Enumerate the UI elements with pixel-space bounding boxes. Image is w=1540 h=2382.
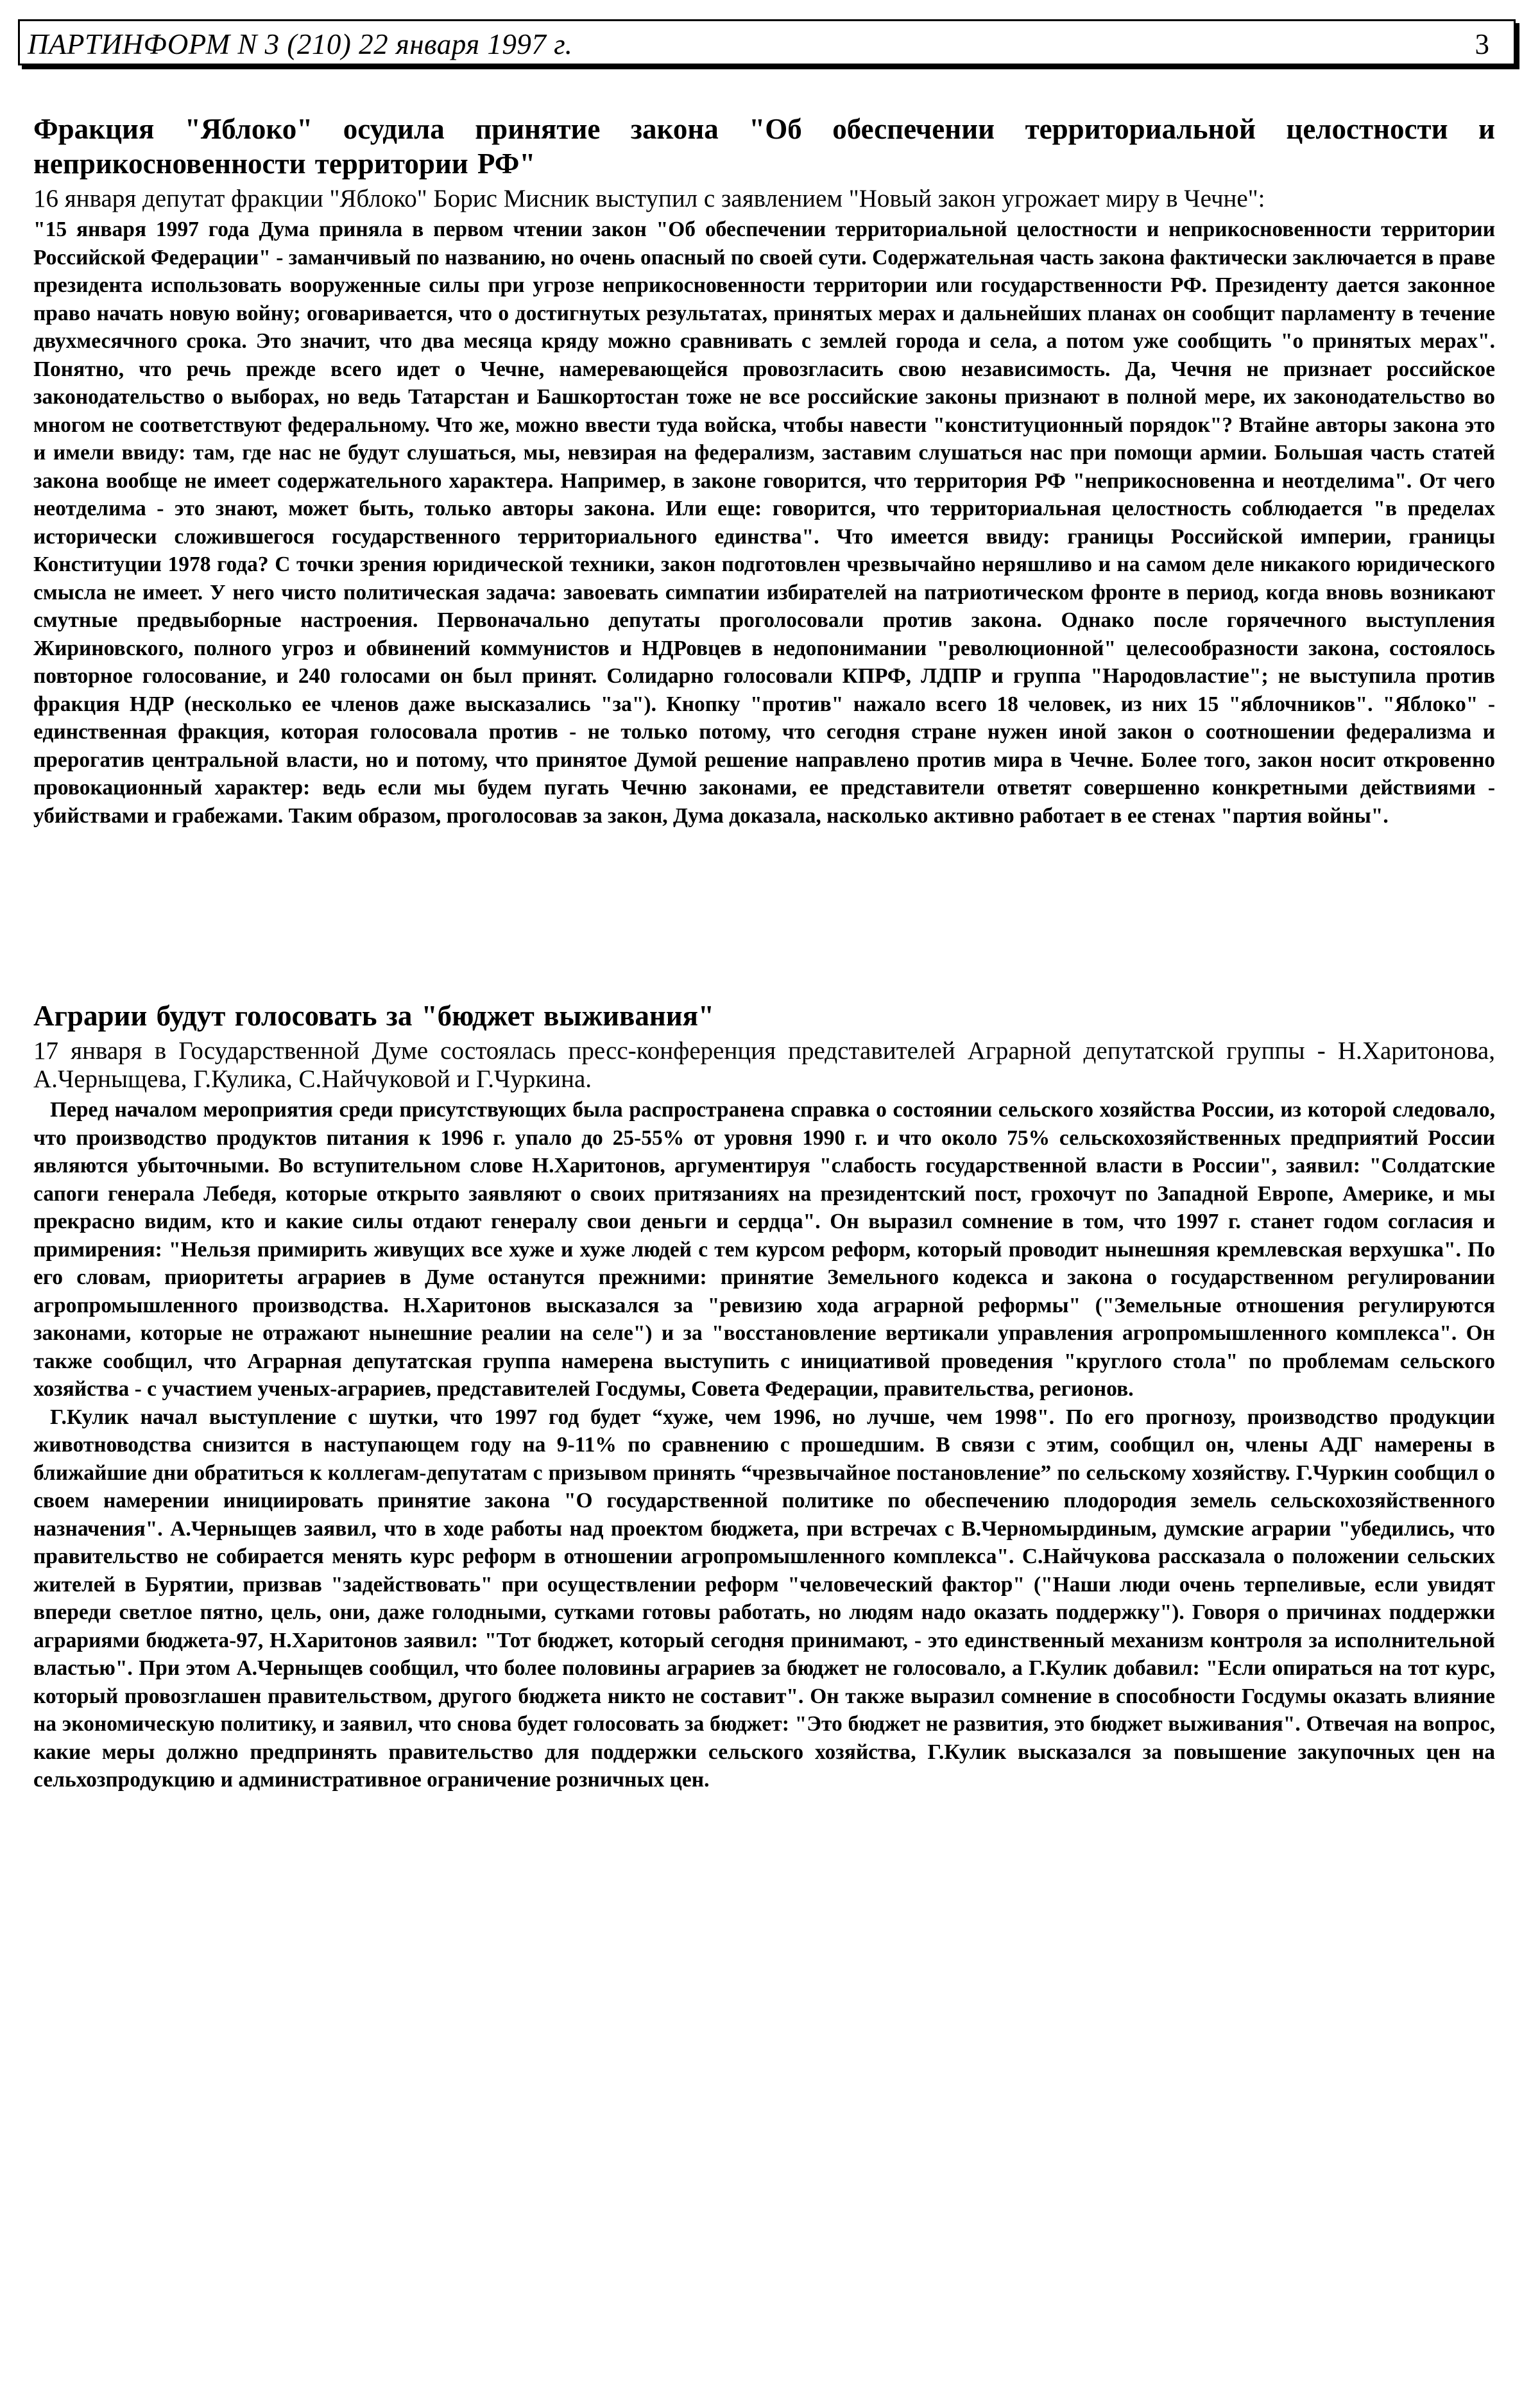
article-yabloko — [33, 112, 1495, 830]
newsletter-page — [18, 19, 1516, 65]
article-lead: 16 января депутат фракции "Яблоко" Борис Мисник выступил с заявлением "Новый закон угрожает миру в Чечне": — [33, 185, 1265, 212]
page-number: 3 — [1475, 28, 1489, 60]
article-body: "15 января 1997 года Дума приняла в первом чтении закон "Об обеспечении территориальной целостности и неприкосновенности территории Российской Федерации" - заманчивый по названию, но очень опасный по своей сути. Содержательная часть закона фактически заключается в праве президента использовать вооруженные силы при угрозе неприкосновенности территории или государственности РФ. Президенту дается законное право начать новую войну; оговаривается, что о достигнутых результатах, принятых мерах и дальнейших планах он сообщит парламенту в течение двухмесячного срока. Это значит, что два месяца кряду можно сравнивать с землей города и села, а потом уже сообщить "о принятых мерах". Понятно, что речь прежде всего идет о Чечне, намеревающейся провозгласить свою независимость. Да, Чечня не признает российское законодательство о выборах, но ведь Татарстан и Башкортостан тоже не все российские законы признают в полной мере, их законодательство во многом не соответствуют федеральному. Что же, можно ввести туда войска, чтобы навести "конституционный порядок"? Втайне авторы закона это и имели ввиду: там, где нас не будут слушаться, мы, невзирая на федерализм, заставим слушаться нас при помощи армии. Большая часть статей закона вообще не имеет содержательного характера. Например, в законе говорится, что территория РФ "неприкосновенна и неотделима". От чего неотделима - это знают, может быть, только авторы закона. Или еще: говорится, что территориальная целостность соблюдается "в пределах исторически сложившегося государственного территориального единства". Что имеется ввиду: границы Российской империи, границы Конституции 1978 года? С точки зрения юридической техники, закон подготовлен чрезвычайно неряшливо и на самом деле никакого юридического смысла не имеет. У него чисто политическая задача: завоевать симпатии избирателей на патриотическом фронте в период, когда вновь возникают смутные предвыборные настроения. Первоначально депутаты проголосовали против закона. Однако после горячечного выступления Жириновского, полного угроз и обвинений коммунистов и НДРовцев в недопонимании "революционной" целесообразности закона, состоялось повторное голосование, и 240 голосами он был принят. Солидарно голосовали КПРФ, ЛДПР и группа "Народовластие"; не выступила против фракция НДР (несколько ее членов даже высказались "за"). Кнопку "против" нажало всего 18 человек, из них 15 "яблочников". "Яблоко" - единственная фракция, которая голосовала против - не только потому, что сегодня стране нужен иной закон о соотношении федерализма и прерогатив центральной власти, но и потому, что принятое Думой решение направлено против мира в Чечне. Более того, закон носит откровенно провокационный характер: ведь если мы будем пугать Чечню законами, ее представители ответят совершенно конкретными действиями - убийствами и грабежами. Таким образом, проголосовав за закон, Дума доказала, насколько активно работает в ее стенах "партия войны". — [33, 218, 1495, 828]
publication-title: ПАРТИНФОРМ N 3 (210) 22 января 1997 г. — [28, 28, 573, 60]
article-paragraph: Перед началом мероприятия среди присутствующих была распространена справка о состоянии сельского хозяйства России, из которой следовало, что производство продуктов питания к 1996 г. упало до 25-55% от уровня 1990 г. и что около 75% сельскохозяйственных предприятий России являются убыточными. Во вступительном слове Н.Харитонов, аргументируя "слабость государственной власти в России", заявил: "Солдатские сапоги генерала Лебедя, которые открыто заявляют о своих притязаниях на президентский пост, грохочут по Западной Европе, Америке, и мы прекрасно видим, кто и какие силы отдают генералу свои деньги и сердца". Он выразил сомнение в том, что 1997 г. станет годом согласия и примирения: "Нельзя примирить живущих все хуже и хуже людей с тем курсом реформ, который проводит нынешняя кремлевская верхушка". По его словам, приоритеты аграриев в Думе останутся прежними: принятие Земельного кодекса и закона о государственном регулировании агропромышленного производства. Н.Харитонов высказался за "ревизию хода аграрной реформы" ("Земельные отношения регулируются законами, которые не отражают нынешние реалии на селе") и за "восстановление вертикали управления агропромышленного комплекса". Он также сообщил, что Аграрная депутатская группа намерена выступить с инициативой проведения "круглого стола" по проблемам сельского хозяйства - с участием ученых-аграриев, представителей Госдумы, Совета Федерации, правительства, регионов. — [33, 1098, 1495, 1401]
article-headline: Фракция "Яблоко" осудила принятие закона "Об обеспечении территориальной целостности и неприкосновенности территории РФ" — [33, 113, 1495, 180]
page-header — [18, 19, 1516, 65]
article-agrarians — [33, 998, 1495, 1794]
article-headline: Аграрии будут голосовать за "бюджет выживания" — [33, 1000, 715, 1032]
article-paragraph: Г.Кулик начал выступление с шутки, что 1997 год будет “хуже, чем 1996, но лучше, чем 1998". По его прогнозу, производство продукции животноводства снизится в наступающем году на 9-11% по сравнению с прошедшим. В связи с этим, сообщил он, члены АДГ намерены в ближайшие дни обратиться к коллегам-депутатам с призывом принять “чрезвычайное постановление” по сельскому хозяйству. Г.Чуркин сообщил о своем намерении инициировать принятие закона "О государственной политике по обеспечению плодородия земель сельскохозяйственного назначения". А.Черныщев заявил, что в ходе работы над проектом бюджета, при встречах с В.Черномырдиным, думские аграрии "убедились, что правительство не собирается менять курс реформ в отношении агропромышленного комплекса". С.Найчукова рассказала о положении сельских жителей в Бурятии, призвав "задействовать" при осуществлении реформ "человеческий фактор" ("Наши люди очень терпеливые, если увидят впереди светлое пятно, цель, они, даже голодными, сутками готовы работать, но людям надо оказать поддержку"). Говоря о причинах поддержки аграриями бюджета-97, Н.Харитонов заявил: "Тот бюджет, который сегодня принимают, - это единственный механизм контроля за исполнительной властью". При этом А.Черныщев сообщил, что более половины аграриев за бюджет не голосовало, а Г.Кулик добавил: "Если опираться на тот курс, который провозглашен правительством, другого бюджета никто не составит". Он также выразил сомнение в способности Госдумы оказать влияние на экономическую политику, и заявил, что снова будет голосовать за бюджет: "Это бюджет не развития, это бюджет выживания". Отвечая на вопрос, какие меры должно предпринять правительство для поддержки сельского хозяйства, Г.Кулик высказался за повышение закупочных цен на сельхозпродукцию и административное ограничение розничных цен. — [33, 1405, 1495, 1792]
article-lead: 17 января в Государственной Думе состоялась пресс-конференция представителей Аграрной депутатской группы - Н.Харитонова, А.Черныщева, Г.Кулика, С.Найчуковой и Г.Чуркина. — [33, 1037, 1495, 1093]
